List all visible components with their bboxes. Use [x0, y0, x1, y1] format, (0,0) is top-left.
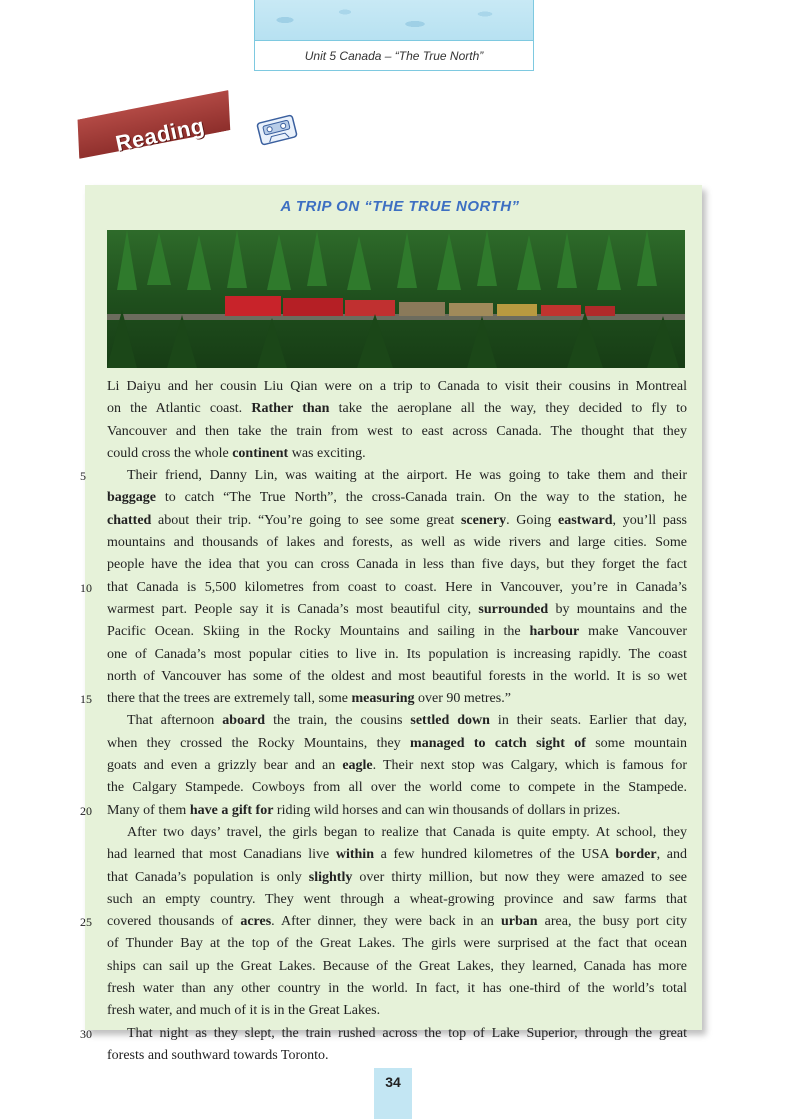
article-line [107, 844, 687, 866]
article-line [107, 733, 687, 755]
article-line [80, 688, 687, 710]
text-run: After two days’ travel, the girls began to realize that Canada is quite empty. At school, they [127, 824, 687, 840]
text-run: by mountains and the [548, 601, 687, 617]
text-run: , you’ll pass [612, 512, 687, 528]
vocabulary-term: baggage [107, 490, 156, 506]
text-run: had learned that most Canadians live [107, 847, 336, 863]
text-run: that Canada’s population is only [107, 869, 309, 885]
article-line [107, 889, 687, 911]
text-run: on the Atlantic coast. [107, 401, 252, 417]
text-run: That night as they slept, the train rushed across the top of Lake Superior, through the great [127, 1025, 687, 1041]
line-number: 10 [80, 580, 92, 595]
text-run: one of Canada’s most popular cities to live in. Its population is increasing rapidly. The coast [107, 646, 687, 662]
text-run: goats and even a grizzly bear and an [107, 758, 343, 774]
article-line [107, 421, 687, 443]
text-run: some mountain [585, 735, 688, 751]
line-number: 25 [80, 915, 92, 930]
vocabulary-term: eastward [558, 512, 613, 528]
text-run: was exciting. [288, 445, 366, 461]
unit-title: Unit 5 Canada – “The True North” [304, 49, 484, 63]
vocabulary-term: surrounded [478, 601, 549, 617]
vocabulary-term: urban [500, 914, 538, 930]
text-run: over 90 metres.” [414, 691, 511, 707]
text-run: covered thousands of [107, 914, 241, 930]
article-line [107, 933, 687, 955]
unit-header-tab [254, 0, 534, 71]
article-line [107, 398, 687, 420]
vocabulary-term: scenery [460, 512, 507, 528]
text-run: when they crossed the Rocky Mountains, they [107, 735, 411, 751]
page-number [374, 1068, 412, 1119]
vocabulary-term: harbour [529, 624, 580, 640]
article-line [107, 867, 687, 889]
text-run: the Calgary Stampede. Cowboys from all over the world come to compete in the Stampede. [107, 780, 687, 796]
article-line [107, 666, 687, 688]
vocabulary-term: Rather than [251, 401, 330, 417]
article-body [80, 376, 688, 1067]
text-run: Their friend, Danny Lin, was waiting at the airport. He was going to take them and their [127, 468, 687, 484]
text-run: , and [656, 847, 687, 863]
vocabulary-term: measuring [351, 691, 415, 707]
text-run: the train, the cousins [265, 713, 411, 729]
text-run: in their seats. Earlier that day, [489, 713, 688, 729]
article-line [107, 755, 687, 777]
reading-label: Reading [113, 112, 207, 157]
text-run: ships can sail up the Great Lakes. Because of the Great Lakes, they learned, Canada has more [107, 958, 687, 974]
article-line [107, 1000, 687, 1022]
text-run: Pacific Ocean. Skiing in the Rocky Mountains and sailing in the [107, 624, 530, 640]
article-line [107, 1045, 687, 1067]
text-run: fresh water than any other country in the world. In fact, it has one-third of the world’s total [107, 981, 687, 997]
text-run: . Going [506, 512, 559, 528]
article-line [107, 532, 687, 554]
text-run: north of Vancouver has some of the oldest and most beautiful forests in the world. It is so wet [107, 668, 687, 684]
text-run: of Thunder Bay at the top of the Great Lakes. The girls were surprised at the fact that ocean [107, 936, 687, 952]
text-run: riding wild horses and can win thousands of dollars in prizes. [273, 802, 621, 818]
header-decoration [255, 0, 533, 41]
text-run: warmest part. People say it is Canada’s most beautiful city, [107, 601, 479, 617]
page-number-label: 34 [385, 1074, 401, 1090]
article-line [107, 710, 687, 732]
article-line [107, 978, 687, 1000]
text-run: Vancouver and then take the train from west to east across Canada. The thought that they [107, 423, 687, 439]
text-run: there that the trees are extremely tall, some [107, 691, 352, 707]
text-run: Many of them [107, 802, 190, 818]
vocabulary-term: border [615, 847, 657, 863]
article-line [80, 577, 687, 599]
text-run: take the aeroplane all the way, they decided to fly to [329, 401, 687, 417]
text-run: . Their next stop was Calgary, which is famous for [372, 758, 687, 774]
article-title: A TRIP ON “THE TRUE NORTH” [280, 198, 520, 215]
vocabulary-term: chatted [107, 512, 152, 528]
text-run: could cross the whole [107, 445, 233, 461]
vocabulary-term: have a gift for [189, 802, 274, 818]
article-line [107, 376, 687, 398]
vocabulary-term: acres [240, 914, 272, 930]
text-run: people have the idea that you can cross Canada in less than five days, but they forget the fact [107, 557, 687, 573]
article-line [80, 800, 687, 822]
train-through-forest-photo [107, 230, 685, 368]
text-run: forests and southward towards Toronto. [107, 1047, 329, 1063]
text-run: mountains and thousands of lakes and forests, as well as wide rivers and large cities. Some [107, 535, 687, 551]
article-line [107, 644, 687, 666]
cassette-tape-icon [256, 114, 299, 146]
text-run: Li Daiyu and her cousin Liu Qian were on a trip to Canada to visit their cousins in Montreal [107, 379, 687, 394]
text-run: such an empty country. They went through a wheat-growing province and saw farms that [107, 891, 687, 907]
article-line [107, 554, 687, 576]
vocabulary-term: aboard [222, 713, 266, 729]
text-run: over thirty million, but now they were amazed to see [352, 869, 687, 885]
vocabulary-term: slightly [308, 869, 353, 885]
text-run: make Vancouver [579, 624, 687, 640]
text-run: That afternoon [127, 713, 223, 729]
vocabulary-term: eagle [342, 758, 373, 774]
article-line [107, 621, 687, 643]
line-number: 20 [80, 803, 92, 818]
vocabulary-term: continent [232, 445, 289, 461]
article-line [80, 1023, 687, 1045]
article-line [107, 443, 687, 465]
article-line [107, 956, 687, 978]
line-number: 30 [80, 1026, 92, 1041]
article-line [80, 465, 687, 487]
text-run: fresh water, and much of it is in the Great Lakes. [107, 1003, 381, 1019]
text-run: that Canada is 5,500 kilometres from coast to coast. Here in Vancouver, you’re in Canada’s [107, 579, 687, 595]
line-number: 15 [80, 692, 92, 707]
text-run: area, the busy port city [537, 914, 688, 930]
article-line [107, 777, 687, 799]
article-line [107, 822, 687, 844]
text-run: to catch “The True North”, the cross-Canada train. On the way to the station, he [156, 490, 687, 506]
text-run: a few hundred kilometres of the USA [373, 847, 616, 863]
article-line [107, 487, 687, 509]
line-number: 5 [80, 469, 86, 484]
vocabulary-term: managed to catch sight of [410, 735, 586, 751]
vocabulary-term: settled down [410, 713, 490, 729]
text-run: about their trip. “You’re going to see some great [151, 512, 461, 528]
text-run: . After dinner, they were back in an [271, 914, 501, 930]
article-line [107, 510, 687, 532]
vocabulary-term: within [335, 847, 374, 863]
article-line [107, 599, 687, 621]
article-line [80, 911, 688, 933]
